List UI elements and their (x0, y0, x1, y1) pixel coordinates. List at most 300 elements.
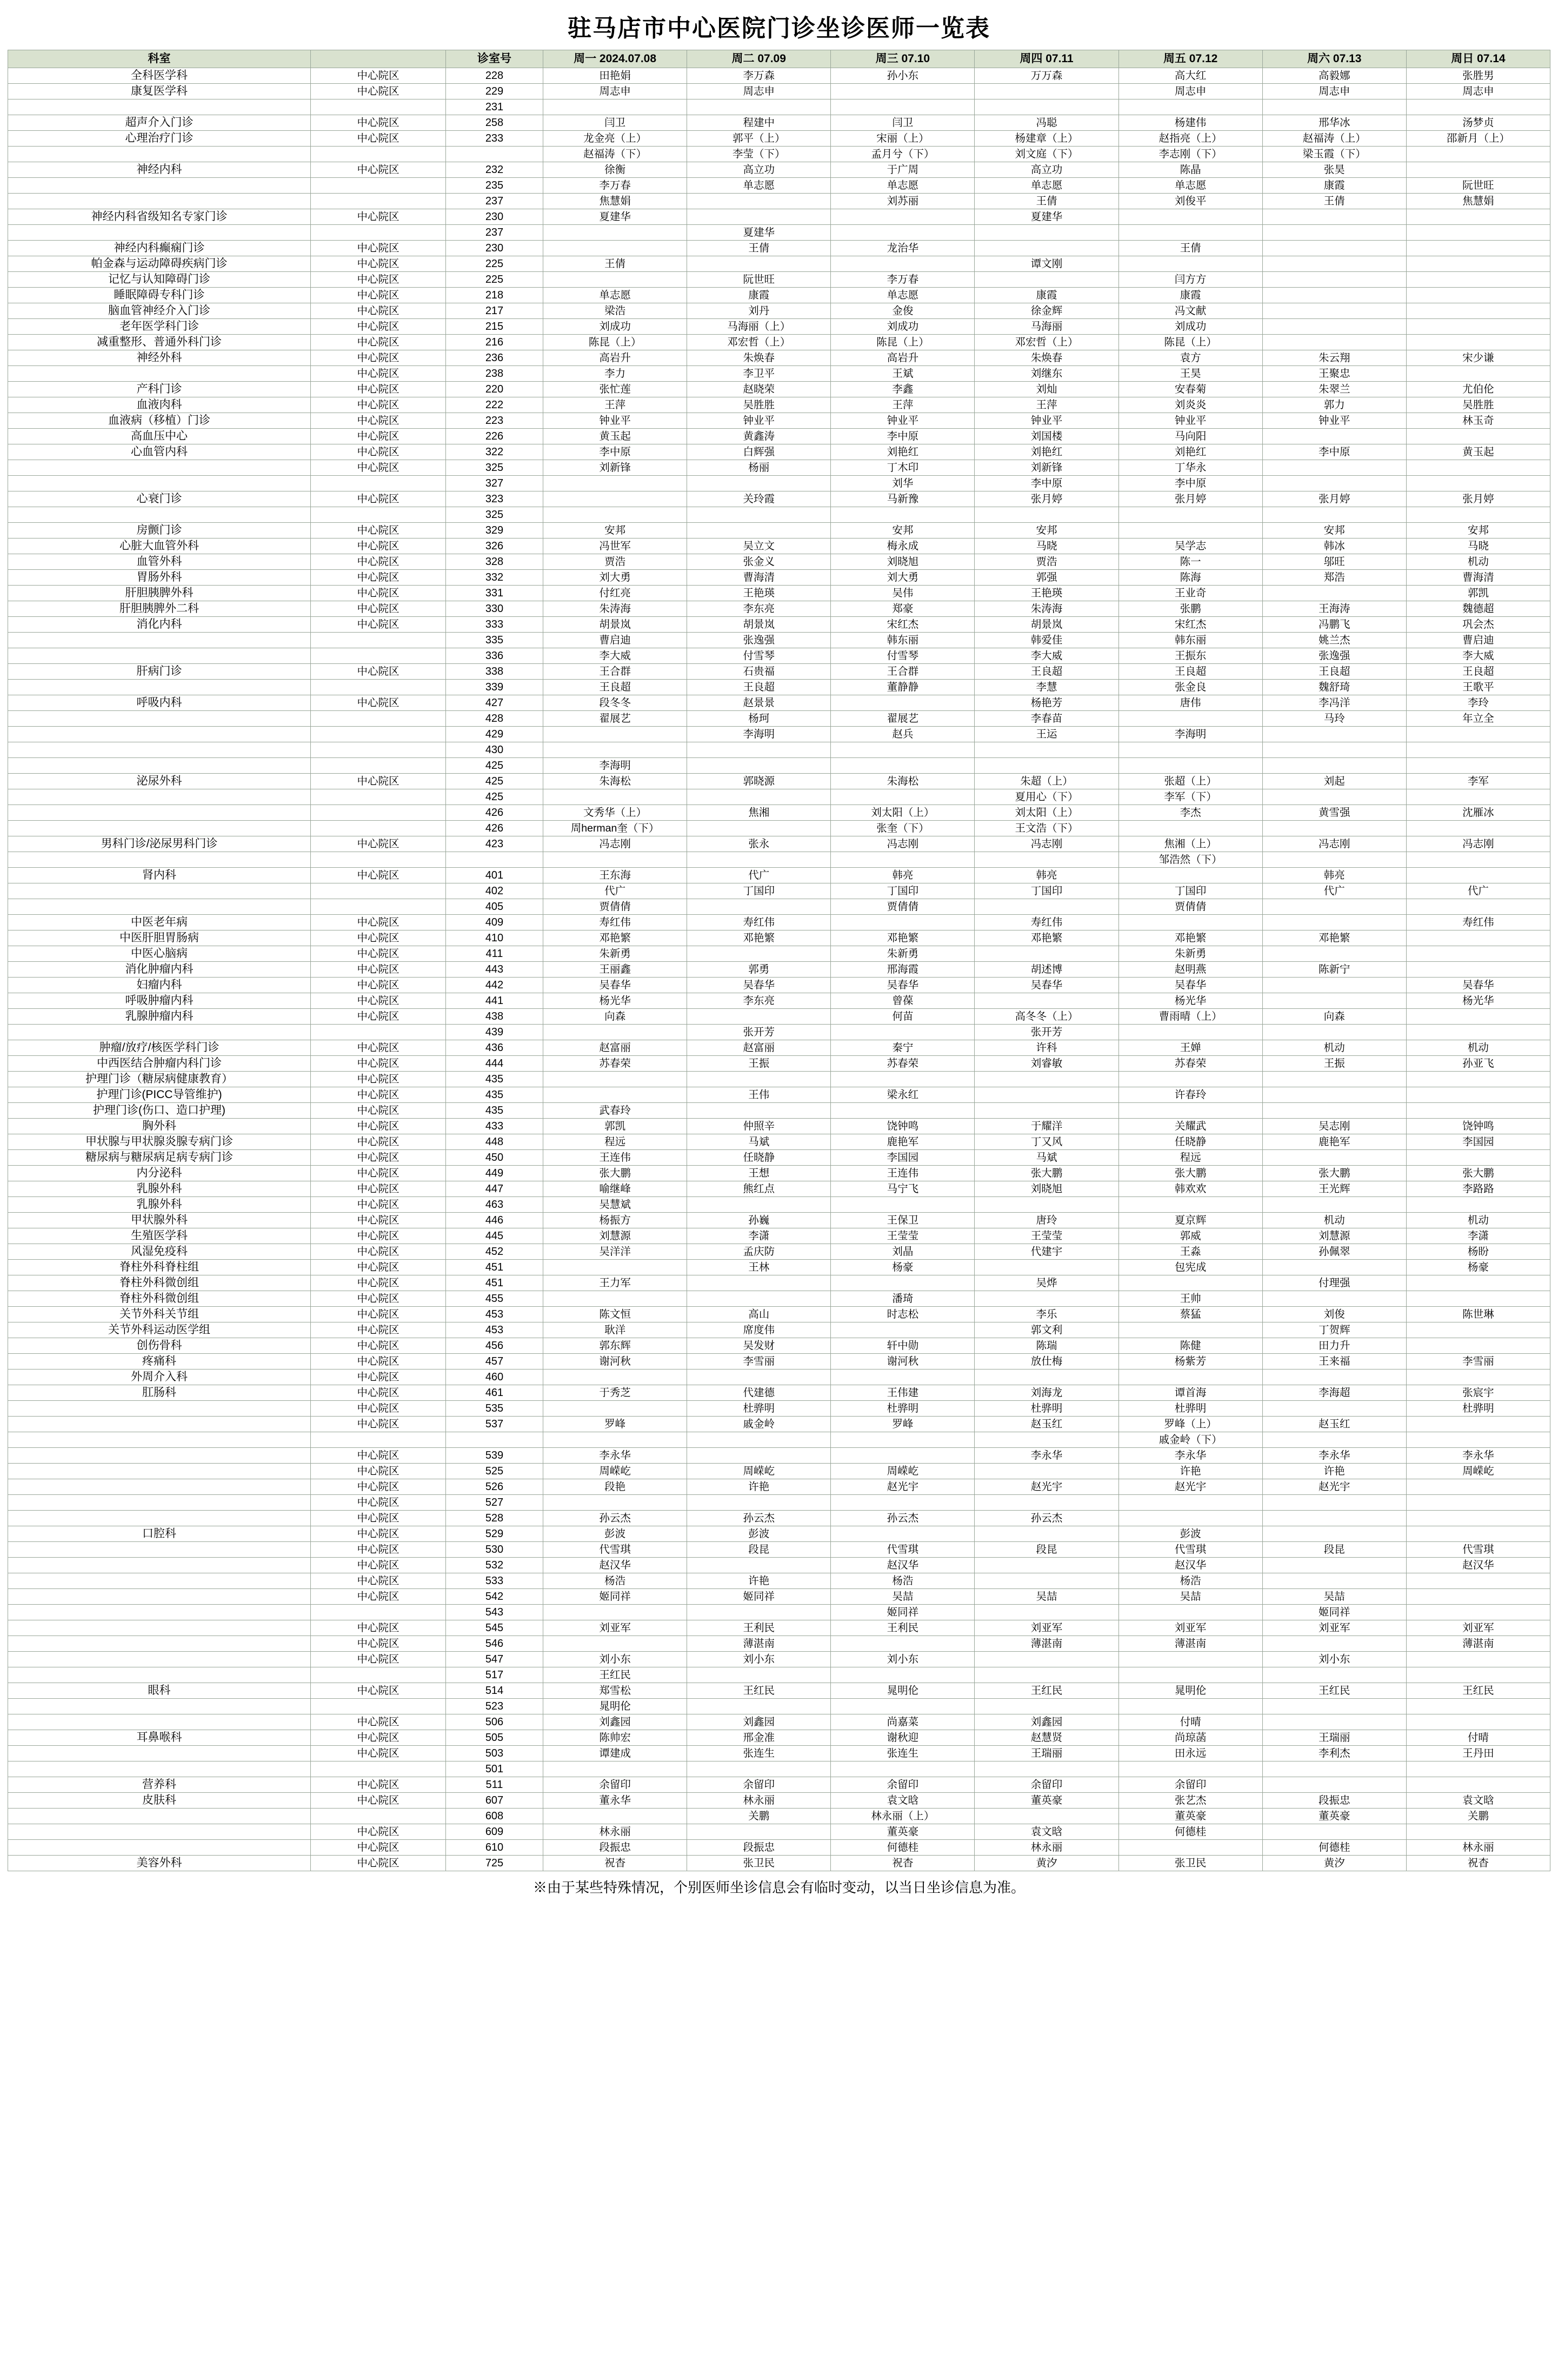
doctor-cell: 韩欢欢 (1118, 1181, 1262, 1197)
doctor-cell: 赵汉华 (543, 1558, 687, 1573)
doctor-cell: 于耀洋 (975, 1119, 1118, 1134)
campus-cell: 中心院区 (311, 68, 446, 84)
doctor-cell: 高岩升 (543, 350, 687, 366)
doctor-cell: 李潇 (687, 1228, 831, 1244)
doctor-cell: 赵福涛（上） (1262, 131, 1406, 147)
room-number-cell: 336 (446, 648, 543, 664)
doctor-cell: 钟业平 (975, 413, 1118, 429)
campus-cell: 中心院区 (311, 1072, 446, 1087)
doctor-cell (1118, 1840, 1262, 1856)
doctor-cell: 黄玉起 (543, 429, 687, 444)
doctor-cell (1118, 209, 1262, 225)
doctor-cell: 王莹莹 (975, 1228, 1118, 1244)
doctor-cell (687, 1495, 831, 1511)
doctor-cell (687, 194, 831, 209)
doctor-cell: 于秀芝 (543, 1385, 687, 1401)
doctor-cell (1262, 209, 1406, 225)
dept-cell: 高血压中心 (8, 429, 311, 444)
room-number-cell: 535 (446, 1401, 543, 1417)
campus-cell: 中心院区 (311, 978, 446, 993)
room-number-cell: 233 (446, 131, 543, 147)
doctor-cell: 袁文晗 (1406, 1793, 1550, 1809)
room-number-cell: 429 (446, 727, 543, 742)
table-row (8, 1558, 1550, 1573)
room-number-cell: 226 (446, 429, 543, 444)
doctor-cell (831, 99, 975, 115)
dept-cell (8, 1699, 311, 1714)
doctor-cell: 邓艳繁 (543, 930, 687, 946)
doctor-cell: 杜骅明 (687, 1401, 831, 1417)
table-row (8, 727, 1550, 742)
room-number-cell: 460 (446, 1370, 543, 1385)
table-row (8, 1620, 1550, 1636)
doctor-cell: 安邦 (543, 523, 687, 539)
doctor-cell: 赵光宇 (1118, 1479, 1262, 1495)
doctor-cell (543, 1761, 687, 1777)
doctor-cell: 赵慧贤 (975, 1730, 1118, 1746)
doctor-cell (831, 225, 975, 241)
doctor-cell (975, 1291, 1118, 1307)
doctor-cell: 李力 (543, 366, 687, 382)
campus-cell: 中心院区 (311, 1260, 446, 1275)
doctor-cell: 单志愿 (831, 178, 975, 194)
dept-cell: 甲状腺外科 (8, 1213, 311, 1228)
campus-cell: 中心院区 (311, 288, 446, 303)
doctor-cell (975, 1605, 1118, 1620)
doctor-cell: 贾浩 (543, 554, 687, 570)
doctor-cell: 邓艳繁 (687, 930, 831, 946)
campus-cell: 中心院区 (311, 1228, 446, 1244)
doctor-cell: 焦慧娟 (1406, 194, 1550, 209)
doctor-cell: 吴烨 (975, 1275, 1118, 1291)
dept-cell: 房颤门诊 (8, 523, 311, 539)
doctor-cell: 张月婷 (1406, 491, 1550, 507)
table-row (8, 1338, 1550, 1354)
doctor-cell (543, 1495, 687, 1511)
doctor-cell: 杨丽 (687, 460, 831, 476)
campus-cell: 中心院区 (311, 836, 446, 852)
doctor-cell (975, 1432, 1118, 1448)
doctor-cell: 胡景岚 (975, 617, 1118, 633)
doctor-cell (1118, 256, 1262, 272)
table-row (8, 821, 1550, 836)
room-number-cell: 527 (446, 1495, 543, 1511)
table-row (8, 1275, 1550, 1291)
doctor-cell: 杨建伟 (1118, 115, 1262, 131)
doctor-cell: 李利杰 (1262, 1746, 1406, 1761)
dept-cell (8, 1432, 311, 1448)
table-row (8, 993, 1550, 1009)
dept-cell: 生殖医学科 (8, 1228, 311, 1244)
dept-cell (8, 727, 311, 742)
doctor-cell: 冯志刚 (975, 836, 1118, 852)
dept-cell: 记忆与认知障碍门诊 (8, 272, 311, 288)
doctor-cell: 饶钟鸣 (831, 1119, 975, 1134)
doctor-cell (687, 1291, 831, 1307)
table-row (8, 1072, 1550, 1087)
table-row (8, 1573, 1550, 1589)
doctor-cell: 陈健 (1118, 1338, 1262, 1354)
doctor-cell: 机动 (1406, 1213, 1550, 1228)
table-row (8, 1040, 1550, 1056)
doctor-cell: 王丹田 (1406, 1746, 1550, 1761)
dept-cell (8, 789, 311, 805)
doctor-cell: 邢金准 (687, 1730, 831, 1746)
doctor-cell: 秦宁 (831, 1040, 975, 1056)
room-number-cell: 435 (446, 1072, 543, 1087)
doctor-cell (1406, 1714, 1550, 1730)
doctor-cell: 郭勇 (687, 962, 831, 978)
doctor-cell: 金俊 (831, 303, 975, 319)
doctor-cell (831, 852, 975, 868)
doctor-cell: 徐金辉 (975, 303, 1118, 319)
room-number-cell: 258 (446, 115, 543, 131)
doctor-cell (975, 946, 1118, 962)
campus-cell: 中心院区 (311, 1840, 446, 1856)
doctor-cell: 李雪丽 (687, 1354, 831, 1370)
doctor-cell: 黄汐 (975, 1856, 1118, 1871)
dept-cell: 呼吸肿瘤内科 (8, 993, 311, 1009)
doctor-cell: 冯鹏飞 (1262, 617, 1406, 633)
doctor-cell: 马晓 (975, 539, 1118, 554)
doctor-cell (831, 84, 975, 99)
doctor-cell (1262, 256, 1406, 272)
campus-cell (311, 1809, 446, 1824)
campus-cell (311, 899, 446, 915)
dept-cell: 心血管内科 (8, 444, 311, 460)
campus-cell: 中心院区 (311, 1777, 446, 1793)
doctor-cell: 任晓静 (1118, 1134, 1262, 1150)
doctor-cell: 冯世军 (543, 539, 687, 554)
doctor-cell: 马玲 (1262, 711, 1406, 727)
room-number-cell: 331 (446, 586, 543, 601)
campus-cell: 中心院区 (311, 1730, 446, 1746)
doctor-cell: 李中原 (831, 429, 975, 444)
doctor-cell: 王倩 (1262, 194, 1406, 209)
doctor-cell: 王红民 (543, 1667, 687, 1683)
table-row (8, 1495, 1550, 1511)
campus-cell (311, 727, 446, 742)
dept-cell: 超声介入门诊 (8, 115, 311, 131)
doctor-cell: 祝杳 (543, 1856, 687, 1871)
campus-cell: 中心院区 (311, 695, 446, 711)
doctor-cell (1262, 1667, 1406, 1683)
table-row (8, 1589, 1550, 1605)
room-number-cell: 220 (446, 382, 543, 397)
room-number-cell: 232 (446, 162, 543, 178)
room-number-cell: 229 (446, 84, 543, 99)
doctor-cell: 王文浩（下） (975, 821, 1118, 836)
doctor-cell (687, 209, 831, 225)
doctor-cell: 刘起 (1262, 774, 1406, 789)
doctor-cell: 张永 (687, 836, 831, 852)
doctor-cell: 曹海清 (687, 570, 831, 586)
doctor-cell (975, 1087, 1118, 1103)
dept-cell: 疼痛科 (8, 1354, 311, 1370)
doctor-cell (1406, 99, 1550, 115)
doctor-cell (1406, 366, 1550, 382)
room-number-cell: 547 (446, 1652, 543, 1667)
doctor-cell: 高大红 (1118, 68, 1262, 84)
doctor-cell (1406, 899, 1550, 915)
campus-cell: 中心院区 (311, 491, 446, 507)
dept-cell: 甲状腺与甲状腺炎腺专病门诊 (8, 1134, 311, 1150)
doctor-cell: 张奎（下） (831, 821, 975, 836)
doctor-cell: 张昊 (1262, 162, 1406, 178)
doctor-cell (687, 821, 831, 836)
doctor-cell: 王林 (687, 1260, 831, 1275)
table-row (8, 241, 1550, 256)
doctor-cell: 喻继峰 (543, 1181, 687, 1197)
doctor-cell (831, 1370, 975, 1385)
doctor-cell (975, 1370, 1118, 1385)
doctor-cell: 赵景景 (687, 695, 831, 711)
table-row (8, 1213, 1550, 1228)
room-number-cell: 545 (446, 1620, 543, 1636)
room-number-cell: 339 (446, 680, 543, 695)
doctor-cell: 赵光宇 (975, 1479, 1118, 1495)
doctor-cell (1406, 1370, 1550, 1385)
doctor-cell (1262, 946, 1406, 962)
doctor-cell (1262, 993, 1406, 1009)
room-number-cell: 402 (446, 883, 543, 899)
doctor-cell: 郭强 (975, 570, 1118, 586)
table-row (8, 382, 1550, 397)
doctor-cell (1406, 1605, 1550, 1620)
table-row (8, 1354, 1550, 1370)
doctor-cell (1406, 429, 1550, 444)
dept-cell (8, 1511, 311, 1526)
room-number-cell: 503 (446, 1746, 543, 1761)
doctor-cell: 王海涛 (1262, 601, 1406, 617)
doctor-cell: 安邦 (975, 523, 1118, 539)
dept-cell: 神经内科癫痫门诊 (8, 241, 311, 256)
campus-cell: 中心院区 (311, 1636, 446, 1652)
doctor-cell: 曹雨晴（上） (1118, 1009, 1262, 1025)
doctor-cell: 薄湛南 (975, 1636, 1118, 1652)
doctor-cell: 贾倩倩 (543, 899, 687, 915)
dept-cell (8, 1589, 311, 1605)
doctor-cell (1406, 1526, 1550, 1542)
doctor-cell: 李军（下） (1118, 789, 1262, 805)
dept-cell: 中医心脑病 (8, 946, 311, 962)
doctor-cell (687, 1824, 831, 1840)
doctor-cell: 孟庆防 (687, 1244, 831, 1260)
doctor-cell: 赵汉华 (1406, 1558, 1550, 1573)
campus-cell: 中心院区 (311, 1620, 446, 1636)
doctor-cell (975, 1495, 1118, 1511)
doctor-cell: 王斌 (831, 366, 975, 382)
dept-cell: 乳腺外科 (8, 1181, 311, 1197)
doctor-cell: 张卫民 (687, 1856, 831, 1871)
table-row (8, 1809, 1550, 1824)
doctor-cell: 陈瑞 (975, 1338, 1118, 1354)
doctor-cell (1118, 1511, 1262, 1526)
table-row (8, 962, 1550, 978)
doctor-cell (1406, 1479, 1550, 1495)
doctor-cell: 张月婷 (1118, 491, 1262, 507)
campus-cell: 中心院区 (311, 1511, 446, 1526)
doctor-cell: 高立功 (687, 162, 831, 178)
dept-cell: 妇瘤内科 (8, 978, 311, 993)
table-row (8, 758, 1550, 774)
doctor-cell (1118, 1605, 1262, 1620)
doctor-cell: 赵汉华 (831, 1558, 975, 1573)
doctor-cell: 段振忠 (687, 1840, 831, 1856)
doctor-cell: 张卫民 (1118, 1856, 1262, 1871)
doctor-cell (831, 1275, 975, 1291)
dept-cell: 中西医结合肿瘤内科门诊 (8, 1056, 311, 1072)
room-number-cell: 222 (446, 397, 543, 413)
doctor-cell: 韩东丽 (1118, 633, 1262, 648)
doctor-cell (975, 1260, 1118, 1275)
doctor-cell: 陈昆（上） (831, 335, 975, 350)
doctor-cell (1118, 507, 1262, 523)
dept-cell: 血液病（移植）门诊 (8, 413, 311, 429)
doctor-cell: 吴春华 (687, 978, 831, 993)
doctor-cell: 程远 (1118, 1150, 1262, 1166)
doctor-cell: 张大鹏 (1406, 1166, 1550, 1181)
doctor-cell: 王振东 (1118, 648, 1262, 664)
doctor-cell: 杜骅明 (1406, 1401, 1550, 1417)
dept-cell (8, 1448, 311, 1464)
dept-cell: 外周介入科 (8, 1370, 311, 1385)
doctor-cell: 赵明燕 (1118, 962, 1262, 978)
table-row (8, 617, 1550, 633)
table-row (8, 852, 1550, 868)
doctor-cell: 李东亮 (687, 993, 831, 1009)
doctor-cell (1262, 1432, 1406, 1448)
campus-cell: 中心院区 (311, 554, 446, 570)
doctor-cell: 赵指亮（上） (1118, 131, 1262, 147)
doctor-cell (543, 1605, 687, 1620)
doctor-cell: 许春玲 (1118, 1087, 1262, 1103)
doctor-cell: 邓宏哲（上） (975, 335, 1118, 350)
campus-cell (311, 742, 446, 758)
doctor-cell (831, 915, 975, 930)
room-number-cell: 449 (446, 1166, 543, 1181)
doctor-cell: 丁国印 (831, 883, 975, 899)
doctor-cell (1118, 868, 1262, 883)
doctor-cell: 张宸宇 (1406, 1385, 1550, 1401)
doctor-cell (1406, 1197, 1550, 1213)
doctor-cell (1406, 507, 1550, 523)
doctor-cell (543, 225, 687, 241)
doctor-cell: 邓艳繁 (975, 930, 1118, 946)
doctor-cell: 段冬冬 (543, 695, 687, 711)
doctor-cell (1406, 1338, 1550, 1354)
doctor-cell: 王红民 (1262, 1683, 1406, 1699)
dept-cell (8, 633, 311, 648)
doctor-cell: 苏春荣 (1118, 1056, 1262, 1072)
campus-cell: 中心院区 (311, 115, 446, 131)
table-body (8, 68, 1550, 1871)
doctor-cell: 康霞 (1118, 288, 1262, 303)
doctor-cell: 李雪丽 (1406, 1354, 1550, 1370)
doctor-cell (831, 1432, 975, 1448)
campus-cell: 中心院区 (311, 1573, 446, 1589)
doctor-cell: 邓宏哲（上） (687, 335, 831, 350)
campus-cell: 中心院区 (311, 1150, 446, 1166)
doctor-cell: 刘晶 (831, 1244, 975, 1260)
doctor-cell: 龙治华 (831, 241, 975, 256)
doctor-cell: 许科 (975, 1040, 1118, 1056)
table-row (8, 256, 1550, 272)
doctor-cell: 龙金亮（上） (543, 131, 687, 147)
doctor-cell (1406, 1432, 1550, 1448)
doctor-cell: 刘亚军 (1118, 1620, 1262, 1636)
doctor-cell (975, 1667, 1118, 1683)
doctor-cell (1406, 1150, 1550, 1166)
doctor-cell: 罗峰 (831, 1417, 975, 1432)
doctor-cell: 刘华 (831, 476, 975, 491)
table-row (8, 946, 1550, 962)
doctor-cell (1262, 225, 1406, 241)
room-number-cell: 430 (446, 742, 543, 758)
dept-cell: 乳腺肿瘤内科 (8, 1009, 311, 1025)
dept-cell: 肿瘤/放疗/核医学科门诊 (8, 1040, 311, 1056)
doctor-cell (1406, 1511, 1550, 1526)
doctor-cell: 张胜男 (1406, 68, 1550, 84)
doctor-cell (975, 99, 1118, 115)
doctor-cell (1262, 1260, 1406, 1275)
doctor-cell: 杨浩 (543, 1573, 687, 1589)
doctor-cell (687, 507, 831, 523)
doctor-cell (1406, 1291, 1550, 1307)
doctor-cell: 马向阳 (1118, 429, 1262, 444)
doctor-cell (831, 1448, 975, 1464)
table-row (8, 1166, 1550, 1181)
table-row (8, 1652, 1550, 1667)
doctor-cell (1262, 1025, 1406, 1040)
campus-cell: 中心院区 (311, 868, 446, 883)
doctor-cell: 饶钟鸣 (1406, 1119, 1550, 1134)
doctor-cell: 段艳 (543, 1479, 687, 1495)
room-number-cell: 237 (446, 194, 543, 209)
doctor-cell: 朱新勇 (1118, 946, 1262, 962)
doctor-cell: 孙云杰 (543, 1511, 687, 1526)
room-number-cell: 328 (446, 554, 543, 570)
doctor-cell: 丁国印 (975, 883, 1118, 899)
doctor-cell: 李海明 (543, 758, 687, 774)
doctor-cell: 吴春华 (831, 978, 975, 993)
doctor-cell: 董英豪 (1262, 1809, 1406, 1824)
doctor-cell (831, 209, 975, 225)
doctor-cell (831, 256, 975, 272)
doctor-cell: 王萍 (831, 397, 975, 413)
header-day-mon: 周一 2024.07.08 (543, 50, 687, 68)
room-number-cell: 609 (446, 1824, 543, 1840)
doctor-cell: 仲照辛 (687, 1119, 831, 1134)
doctor-cell: 郭威 (1118, 1228, 1262, 1244)
room-number-cell: 439 (446, 1025, 543, 1040)
doctor-cell: 谢秋迎 (831, 1730, 975, 1746)
table-row (8, 115, 1550, 131)
doctor-cell: 赵玉红 (1262, 1417, 1406, 1432)
room-number-cell (446, 852, 543, 868)
campus-cell: 中心院区 (311, 413, 446, 429)
doctor-cell: 王良超 (975, 664, 1118, 680)
doctor-cell (543, 1401, 687, 1417)
doctor-cell (975, 758, 1118, 774)
doctor-cell (1406, 335, 1550, 350)
room-number-cell: 410 (446, 930, 543, 946)
room-number-cell: 215 (446, 319, 543, 335)
room-number-cell: 725 (446, 1856, 543, 1871)
doctor-cell: 吴学志 (1118, 539, 1262, 554)
doctor-cell: 机动 (1262, 1213, 1406, 1228)
campus-cell: 中心院区 (311, 1401, 446, 1417)
